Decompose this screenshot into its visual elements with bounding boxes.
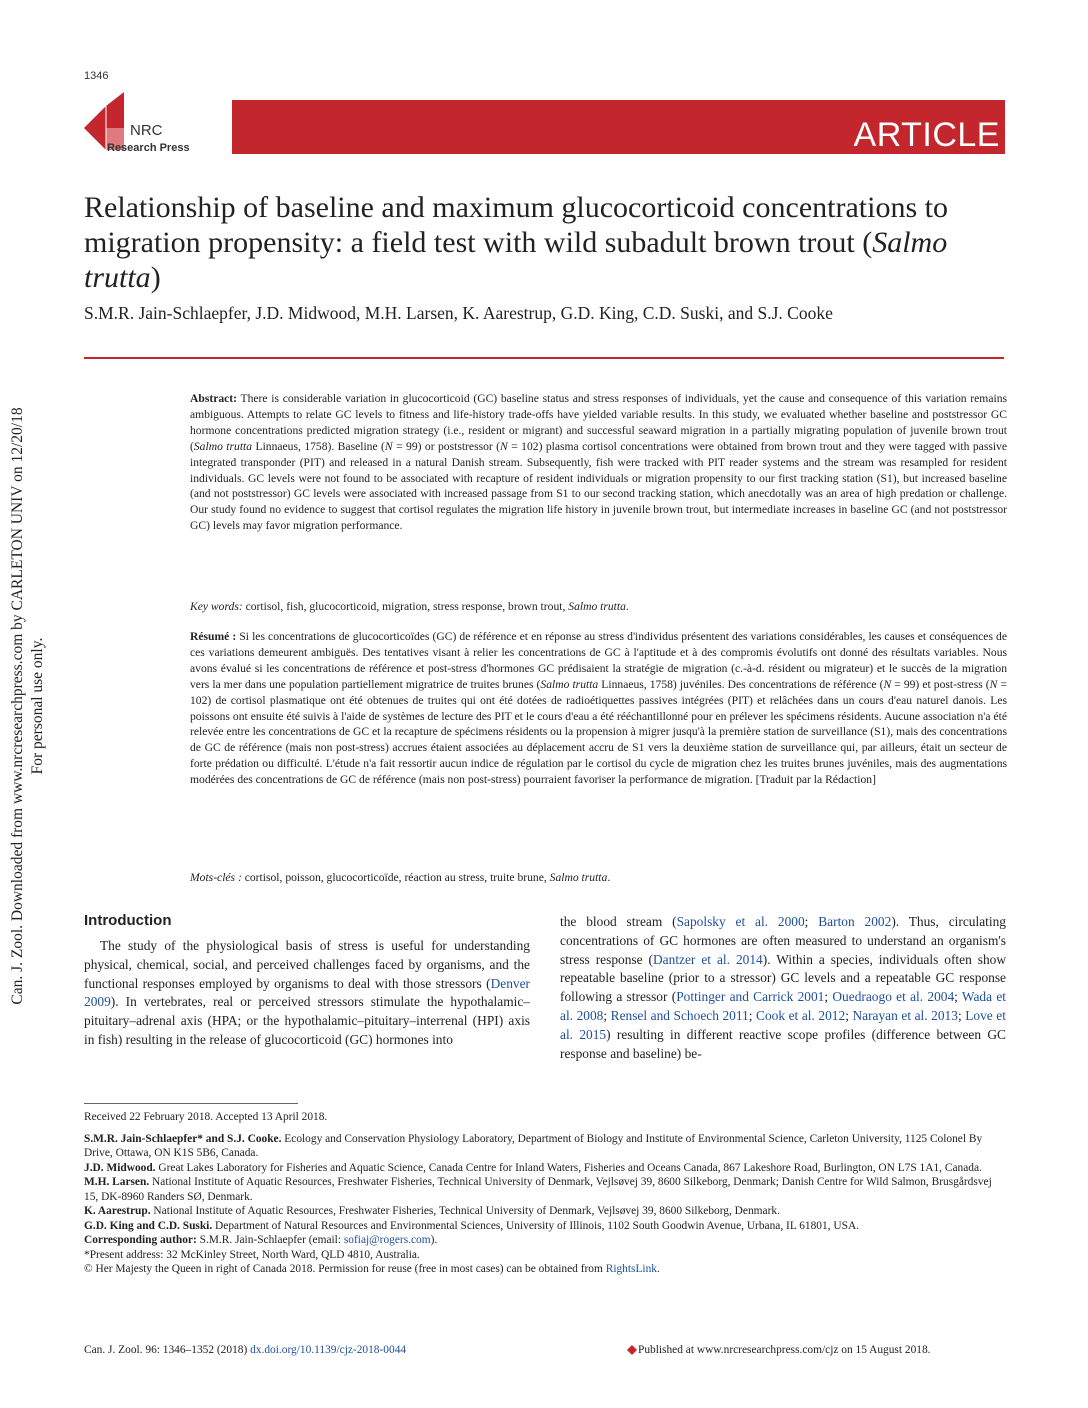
affiliation	[84, 1132, 1004, 1161]
present-address: *Present address: 32 McKinley Street, North Ward, QLD 4810, Australia.	[84, 1248, 420, 1261]
abstract-species: Salmo trutta	[193, 439, 253, 453]
intro-text: ;	[748, 1007, 757, 1023]
download-notice	[8, 366, 52, 1046]
intro-text: ). Within a species, individuals often show repeatable baseline (prior to a stressor) GC levels and a repeatable GC response following a stressor (	[560, 951, 1007, 1005]
resume-text: = 102) de cortisol plasmatique ont été obtenues de truites qui ont été dotées de radioétiquettes passives intégrées (PIT) et relâchées dans un cours d'eau naturel danois. Les poissons ont ensuite été suivis à l'aide de systèmes de lecture des PIT et le cours d'eau a été rééchantillonné pour en prélever les spécimens résidents. Aucune association n'a été relevée entre les concentrations de GC et la recapture de spécimens résidents ou la propension à migrer jusqu'à la première station de surveillance (S1), mais des concentrations de GC de référence (mais non post-stress) accrues étaient associées au déplacement accru de S1 vers la deuxième station de surveillance qui, par ailleurs, était un secteur de forte prédation ou difficulté. L'étude n'a fait ressortir aucun indice de régulation par le cortisol du cycle de migration chez les truites brunes juvéniles, mais des augmentations modérées des concentrations de GC de référence (mais non post-stress) pourraient favoriser la performance de migration. [Traduit par la Rédaction]	[190, 677, 1007, 787]
intro-text: ;	[603, 1007, 611, 1023]
affiliation-authors: G.D. King and C.D. Suski.	[84, 1219, 213, 1232]
citation-link[interactable]: Wada et al. 2008	[560, 989, 1006, 1023]
resume-text: Si les concentrations de glucocorticoïdes (GC) de référence et en réponse au stress d'individus présentent des variations considérables, les causes et conséquences de ces variations demeurent ambiguës. Des tentatives visant à relier les concentrations de GC à l'aptitude et à des compromis évolutifs ont donné des résultats variables. Nous avons évalué si les concentrations de référence et post-stress d'hormones GC prédisaient la stratégie de migration (c.-à-d. résident ou migrateur) et le succès de la migration vers la mer dans une population partiellement migratrice de truites brunes (	[190, 630, 1007, 691]
abstract-text: There is considerable variation in glucocorticoid (GC) baseline status and stress responses of individuals, yet the cause and consequence of this variation remains ambiguous. Attempts to relate GC levels to fitness and life-history trade-offs have yielded variable results. In this study, we evaluated whether baseline and poststressor GC hormone concentrations predicted migration strategy (i.e., resident or migrant) and successful seaward migration in a partially migrating population of juvenile brown trout (	[190, 392, 1007, 453]
affiliation-text: National Institute of Aquatic Resources, Freshwater Fisheries, Technical University of Denmark, Vejlsøvej 39, 8600 Silkeborg, Denmark.	[150, 1205, 780, 1217]
citation-link[interactable]: Barton 2002	[818, 914, 892, 929]
footnote-divider	[84, 1103, 298, 1104]
mots-cles-end: .	[607, 871, 611, 884]
affiliation	[84, 1175, 1004, 1204]
affiliation-authors: J.D. Midwood.	[84, 1161, 156, 1174]
author-list: S.M.R. Jain-Schlaepfer, J.D. Midwood, M.H. Larsen, K. Aarestrup, G.D. King, C.D. Suski, and S.J. Cooke	[84, 303, 833, 323]
affiliation	[84, 1204, 1004, 1219]
intro-text: ;	[804, 914, 819, 929]
resume-species: Salmo trutta	[540, 677, 599, 691]
copyright	[84, 1262, 1004, 1277]
article-label: ARTICLE	[853, 116, 1000, 154]
citation-link[interactable]: Love et al. 2015	[560, 1007, 1006, 1042]
abstract	[190, 391, 1007, 534]
citation-link[interactable]: Rensel and Schoech 2011	[610, 1007, 749, 1023]
affiliation-text: National Institute of Aquatic Resources, Freshwater Fisheries, Technical University of Denmark, Vejlsøvej 39, 8600 Silkeborg, Denmark; Danish Centre for Wild Salmon, Brusgårdsvej 15, DK-8960 Randers SØ, Denmark.	[84, 1176, 992, 1203]
mots-cles-species: Salmo trutta	[549, 871, 608, 884]
page-number: 1346	[84, 70, 109, 82]
abstract-n: N	[500, 439, 508, 453]
copyright-text: © Her Majesty the Queen in right of Canada 2018. Permission for reuse (free in most cases) can be obtained from	[84, 1263, 606, 1275]
publisher-subtitle: Research Press	[107, 142, 190, 154]
affiliation-authors: S.M.R. Jain-Schlaepfer* and S.J. Cooke.	[84, 1132, 282, 1145]
resume	[190, 629, 1007, 788]
keywords	[190, 600, 1007, 613]
affiliation	[84, 1161, 1004, 1176]
resume-label: Résumé :	[190, 630, 237, 643]
title-end: )	[150, 261, 161, 294]
abstract-n: N	[384, 439, 393, 453]
citation-link[interactable]: Pottinger and Carrick 2001	[676, 989, 825, 1005]
header-divider	[84, 357, 1004, 359]
citation-link[interactable]: Ouedraogo et al. 2004	[832, 989, 955, 1005]
intro-text: the blood stream (	[560, 914, 677, 929]
corresponding-label: Corresponding author:	[84, 1234, 197, 1246]
received-dates: Received 22 February 2018. Accepted 13 April 2018.	[84, 1111, 328, 1123]
publisher-name: NRC	[130, 122, 163, 139]
resume-n: N	[883, 677, 892, 691]
title-species: Salmo trutta	[84, 226, 948, 294]
publisher-mark-icon	[627, 1345, 637, 1355]
affiliation-authors: K. Aarestrup.	[84, 1205, 151, 1217]
title-text: Relationship of baseline and maximum glucocorticoid concentrations to migration propensity: a field test with wild subadult brown trout (	[84, 191, 948, 259]
intro-text: ) resulting in different reactive scope profiles (difference between GC response and baseline) be-	[560, 1026, 1006, 1061]
abstract-text: = 99) or poststressor (	[392, 439, 501, 453]
download-notice-line1: Can. J. Zool. Downloaded from www.nrcresearchpress.com by CARLETON UNIV on 12/20/18	[9, 407, 26, 1005]
citation-link[interactable]: Denver 2009	[84, 975, 530, 1010]
mots-cles	[190, 871, 1007, 884]
intro-text: ;	[824, 989, 833, 1005]
article-title	[84, 190, 1004, 295]
affiliation-text: Department of Natural Resources and Environmental Sciences, University of Illinois, 1102 South Goodwin Avenue, Urbana, IL 61801, USA.	[212, 1219, 860, 1232]
keywords-text: cortisol, fish, glucocorticoid, migration, stress response, brown trout,	[242, 600, 569, 613]
rightslink-link[interactable]: RightsLink	[605, 1263, 657, 1275]
citation-footer	[84, 1344, 406, 1356]
citation-link[interactable]: Cook et al. 2012	[756, 1007, 846, 1023]
affiliation-authors: M.H. Larsen.	[84, 1176, 150, 1188]
doi-link[interactable]: dx.doi.org/10.1139/cjz-2018-0044	[250, 1344, 407, 1356]
citation-link[interactable]: Narayan et al. 2013	[852, 1007, 958, 1023]
resume-n: N	[989, 677, 998, 691]
corresponding-author	[84, 1233, 1004, 1248]
corresponding-text: S.M.R. Jain-Schlaepfer (email:	[196, 1234, 344, 1246]
introduction-left-column	[84, 937, 530, 1050]
copyright-end: .	[656, 1263, 660, 1275]
affiliation-text: Great Lakes Laboratory for Fisheries and Aquatic Science, Canada Centre for Inland Waters, Fisheries and Oceans Canada, 867 Lakeshore Road, Burlington, ON L7S 1A1, Canada.	[155, 1161, 982, 1174]
resume-text: Linnaeus, 1758) juvéniles. Des concentrations de référence (	[598, 677, 884, 691]
affiliation	[84, 1219, 1004, 1234]
citation-link[interactable]: Sapolsky et al. 2000	[676, 914, 805, 929]
journal-citation: Can. J. Zool. 96: 1346–1352 (2018)	[84, 1344, 251, 1356]
published-note: Published at www.nrcresearchpress.com/cjz on 15 August 2018.	[638, 1344, 931, 1356]
corresponding-end: ).	[430, 1234, 438, 1246]
email-link[interactable]: sofiaj@rogers.com	[343, 1234, 431, 1246]
citation-link[interactable]: Dantzer et al. 2014	[653, 951, 763, 967]
keywords-end: .	[625, 600, 629, 613]
intro-text: ). Thus, circulating concentrations of GC hormones are often measured to understand an organism's stress response (	[560, 914, 1006, 967]
mots-cles-text: cortisol, poisson, glucocorticoïde, réaction au stress, truite brune,	[241, 871, 550, 884]
abstract-text: Linnaeus, 1758). Baseline (	[252, 439, 385, 453]
download-notice-line2: For personal use only.	[29, 637, 46, 775]
mots-cles-label: Mots-clés :	[190, 871, 242, 884]
keywords-label: Key words:	[190, 600, 243, 613]
introduction-heading: Introduction	[84, 912, 172, 929]
intro-text: ). In vertebrates, real or perceived stressors stimulate the hypothalamic–pituitary–adrenal axis (HPA; or the hypothalamic–pituitary–interrenal (HPI) axis in fish) resulting in the release of glucocorticoid (GC) hormones into	[84, 994, 530, 1047]
abstract-text: = 102) plasma cortisol concentrations were obtained from brown trout and they were tagged with passive integrated transponder (PIT) and released in a natural Danish stream. Subsequently, fish were tracked with PIT reader systems and the stream was resampled for resident individuals. GC levels were not found to be associated with recapture of resident individuals or migration propensity to our first tracking station (S1), but increased baseline (and not poststressor) GC levels were associated with increased passage from S1 to our second tracking station, which anecdotally was an area of high predation or challenge. Our study found no evidence to suggest that cortisol regulates the migration life history in juvenile brown trout, but intermediate increases in baseline GC (and not poststressor GC) levels may favor migration performance.	[190, 439, 1008, 533]
affiliation-text: Ecology and Conservation Physiology Laboratory, Department of Biology and Institute of Environmental Science, Carleton University, 1125 Colonel By Drive, Ottawa, ON K1S 5B6, Canada.	[84, 1132, 983, 1159]
intro-text: The study of the physiological basis of stress is useful for understanding physical, chemical, social, and perceived challenges faced by organisms, and the functional responses employed by organisms to deal with those stressors (	[84, 938, 530, 991]
intro-text: ;	[954, 989, 962, 1005]
intro-text: ;	[845, 1007, 853, 1023]
footnotes	[84, 1110, 1004, 1277]
abstract-label: Abstract:	[190, 392, 238, 405]
resume-text: = 99) et post-stress (	[891, 677, 990, 691]
introduction-right-column	[560, 913, 1006, 1063]
intro-text: ;	[957, 1007, 966, 1023]
keywords-species: Salmo trutta	[568, 600, 626, 613]
